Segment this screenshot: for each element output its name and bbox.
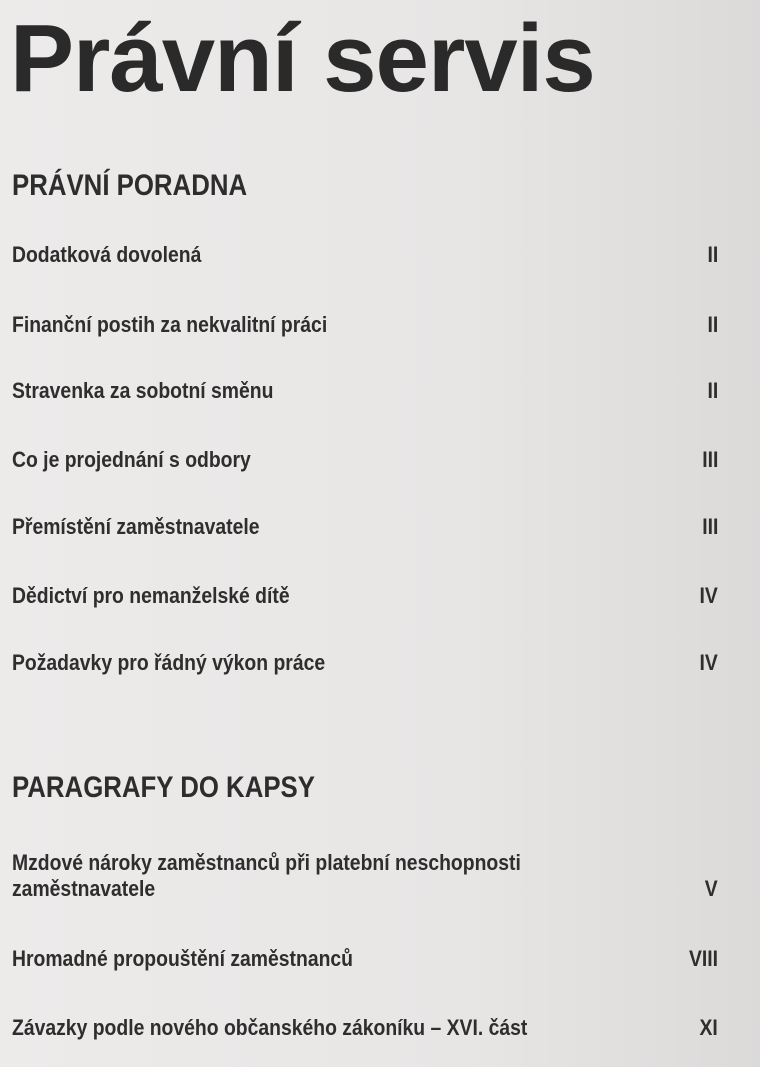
- toc-entry-title: Co je projednání s odbory: [12, 447, 251, 472]
- toc-entry-page: VIII: [688, 946, 718, 971]
- toc-entry-page: V: [705, 876, 718, 901]
- toc-entry[interactable]: [12, 378, 718, 404]
- section-heading-pravni-poradna: PRÁVNÍ PORADNA: [12, 169, 248, 202]
- toc-entry[interactable]: [12, 850, 718, 902]
- toc-entry-page: III: [701, 514, 718, 539]
- toc-entry-title: Hromadné propouštění zaměstnanců: [12, 946, 354, 971]
- toc-entry[interactable]: [12, 946, 718, 972]
- toc-entry-page: IV: [699, 650, 718, 675]
- toc-entry[interactable]: [12, 650, 718, 676]
- toc-entry-title: Dodatková dovolená: [12, 242, 202, 267]
- toc-entry-page: III: [701, 447, 718, 472]
- toc-entry-page: II: [707, 378, 718, 403]
- toc-entry[interactable]: [12, 312, 718, 338]
- toc-entry[interactable]: [12, 447, 718, 473]
- toc-entry-page: II: [707, 312, 718, 337]
- toc-entry-title: Přemístění zaměstnavatele: [12, 514, 260, 539]
- toc-entry-page: II: [707, 242, 718, 267]
- toc-entry-title: Mzdové nároky zaměstnanců při platební neschopnosti zaměstnavatele: [12, 850, 521, 901]
- toc-entry-page: IV: [699, 583, 718, 608]
- toc-entry-title: Finanční postih za nekvalitní práci: [12, 312, 328, 337]
- toc-entry-page: XI: [699, 1015, 718, 1040]
- toc-entry[interactable]: [12, 242, 718, 268]
- page-title: Právní servis: [10, 5, 595, 112]
- toc-entry[interactable]: [12, 514, 718, 540]
- toc-entry-title: Požadavky pro řádný výkon práce: [12, 650, 326, 675]
- toc-entry[interactable]: [12, 1015, 718, 1041]
- toc-entry[interactable]: [12, 583, 718, 609]
- toc-entry-title: Stravenka za sobotní směnu: [12, 378, 274, 403]
- section-heading-paragrafy-do-kapsy: PARAGRAFY DO KAPSY: [12, 771, 315, 804]
- toc-entry-title: Závazky podle nového občanského zákoníku – XVI. část: [12, 1015, 528, 1040]
- toc-entry-title: Dědictví pro nemanželské dítě: [12, 583, 290, 608]
